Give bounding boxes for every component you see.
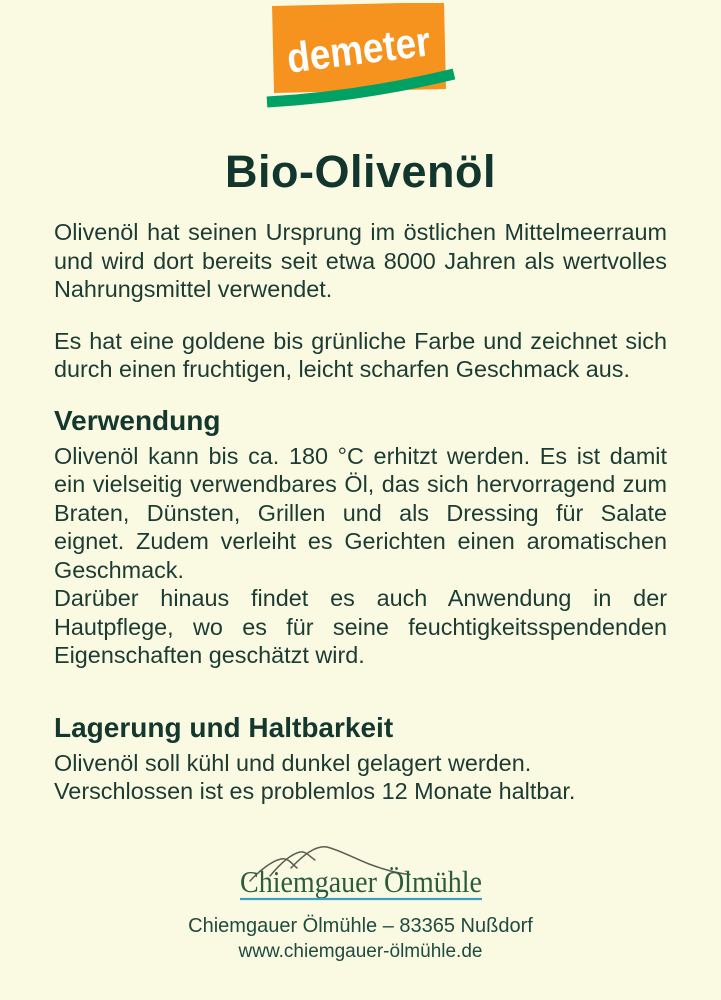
producer-logo-text: Chiemgauer Ölmühle: [239, 863, 482, 899]
section-heading-verwendung: Verwendung: [54, 404, 221, 436]
demeter-logo-graphic: [265, 3, 457, 111]
lagerung-line-1: Olivenöl soll kühl und dunkel gelagert werden.: [54, 749, 532, 776]
demeter-logo-text: demeter: [283, 15, 452, 82]
product-title: Bio-Olivenöl: [224, 146, 496, 197]
demeter-logo: [265, 3, 457, 116]
section-heading-lagerung: Lagerung und Haltbarkeit: [54, 711, 394, 743]
lagerung-line-2: Verschlossen ist es problemlos 12 Monate haltbar.: [54, 778, 576, 804]
verwendung-paragraph-2: Darüber hinaus findet es auch Anwendung in der Hautpflege, wo es für seine feuchtigkeitsspendenden Eigenschaften geschätzt wird.: [54, 585, 667, 668]
verwendung-paragraph-1: Olivenöl kann bis ca. 180 °C erhitzt werden. Es ist damit ein vielseitig verwendbares Öl, das sich hervorragend zum Braten, Dünsten, Grillen und als Dressing für Salate eignet. Zudem verleiht es Gerichten einen aromatischen Geschmack.: [54, 442, 667, 583]
producer-logo: [236, 841, 486, 905]
producer-block: [0, 841, 721, 964]
intro-paragraph-2: Es hat eine goldene bis grünliche Farbe und zeichnet sich durch einen fruchtigen, leicht scharfen Geschmack aus.: [54, 327, 667, 382]
intro-paragraph-1: Olivenöl hat seinen Ursprung im östlichen Mittelmeerraum und wird dort bereits seit etwa 8000 Jahren als wertvolles Nahrungsmittel verwendet.: [54, 219, 667, 302]
producer-address: Chiemgauer Ölmühle – 83365 Nußdorf: [188, 914, 533, 937]
label-body: [0, 218, 721, 806]
producer-website: www.chiemgauer-ölmühle.de: [238, 940, 483, 962]
